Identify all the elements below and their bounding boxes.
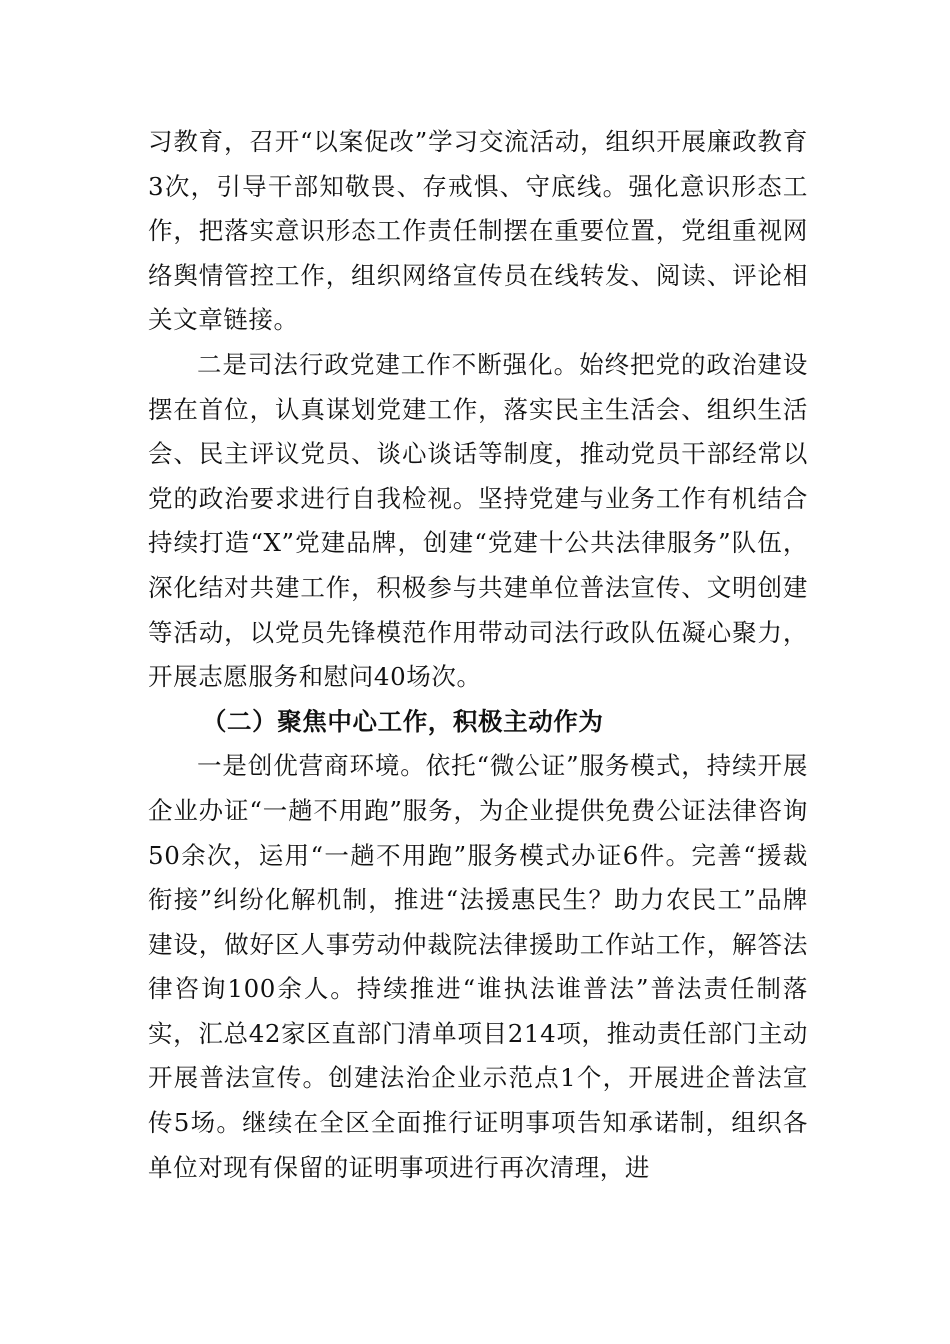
section-heading: （二）聚焦中心工作，积极主动作为 <box>201 706 604 736</box>
paragraph-business-environment: 一是创优营商环境。依托“微公证”服务模式，持续开展企业办证“一趟不用跑”服务，为企业提供免费公证法律咨询50余次，运用“一趟不用跑”服务模式办证6件。完善“援裁衔接”纠纷化解机制，推进“法援惠民生？助力农民工”品牌建设，做好区人事劳动仲裁院法律援助工作站工作，解答法律咨询100余人。持续推进“谁执法谁普法”普法责任制落实，汇总42家区直部门清单项目214项，推动责任部门主动开展普法宣传。创建法治企业示范点1个，开展进企普法宣传5场。继续在全区全面推行证明事项告知承诺制，组织各单位对现有保留的证明事项进行再次清理，进 <box>148 751 808 1182</box>
document-page <box>148 120 808 1190</box>
paragraph-continued: 习教育，召开“以案促改”学习交流活动，组织开展廉政教育3次，引导干部知敬畏、存戒惧、守底线。强化意识形态工作，把落实意识形态工作责任制摆在重要位置，党组重视网络舆情管控工作，组织网络宣传员在线转发、阅读、评论相关文章链接。 <box>148 127 808 335</box>
paragraph-party-building: 二是司法行政党建工作不断强化。始终把党的政治建设摆在首位，认真谋划党建工作，落实民主生活会、组织生活会、民主评议党员、谈心谈话等制度，推动党员干部经常以党的政治要求进行自我检视。坚持党建与业务工作有机结合持续打造“X”党建品牌，创建“党建十公共法律服务”队伍，深化结对共建工作，积极参与共建单位普法宣传、文明创建等活动，以党员先锋模范作用带动司法行政队伍凝心聚力，开展志愿服务和慰问40场次。 <box>148 349 808 692</box>
